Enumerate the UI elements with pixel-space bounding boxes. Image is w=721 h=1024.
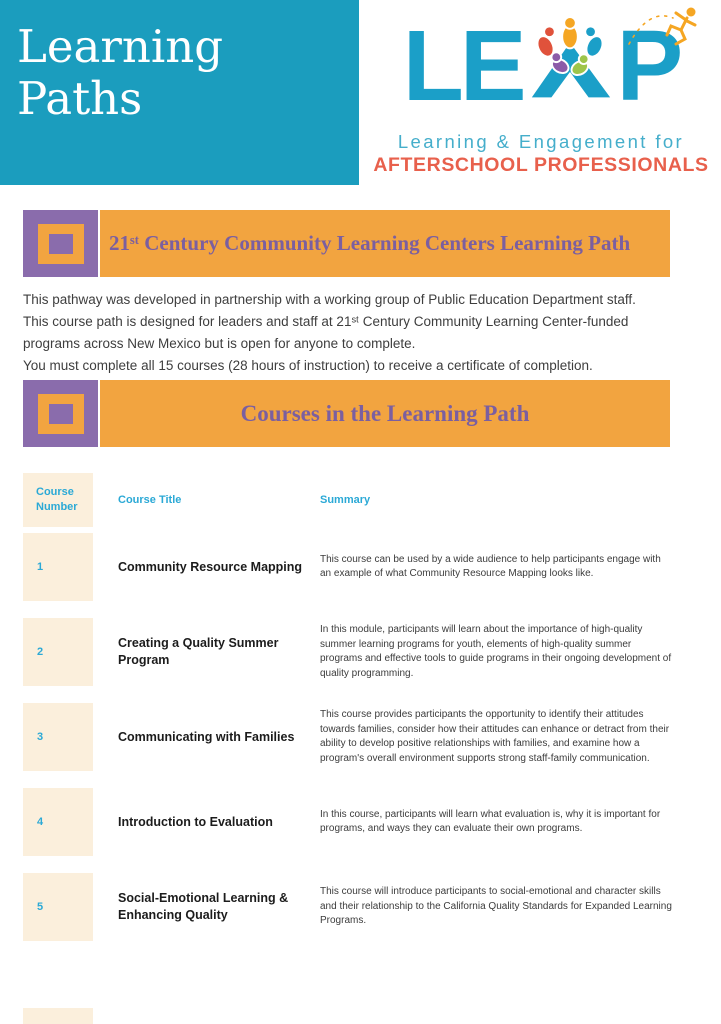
course-title: Community Resource Mapping xyxy=(118,559,303,574)
next-row-partial-cell xyxy=(23,1008,93,1024)
intro-line: You must complete all 15 courses (28 hours of instruction) to receive a certificate of completion. xyxy=(23,358,593,373)
course-table xyxy=(23,473,703,941)
leap-logo xyxy=(365,0,717,185)
col-header-summary: Summary xyxy=(320,494,371,506)
course-summary: This course can be used by a wide audience to help participants engage with an example of what Community Resource Mapping looks like. xyxy=(320,553,661,579)
logo-tagline: Learning & Engagement for xyxy=(397,131,685,152)
path-banner-title: 21ˢᵗ Century Community Learning Centers Learning Path xyxy=(109,231,631,255)
course-summary: In this course, participants will learn what evaluation is, why it is important for programs, and ways they can evaluate their own programs. xyxy=(320,808,661,834)
logo-text-p: P xyxy=(616,10,680,122)
courses-banner xyxy=(23,380,670,447)
page-title xyxy=(0,0,359,125)
course-number-cell: 2 xyxy=(23,618,93,686)
intro-line: This course path is designed for leaders and staff at 21ˢᵗ Century Community Learning Center-funded xyxy=(23,314,629,329)
table-header-row xyxy=(23,473,703,527)
table-row xyxy=(23,873,703,941)
people-cluster-a-icon xyxy=(524,16,616,116)
course-number-cell: 3 xyxy=(23,703,93,771)
nested-squares-icon xyxy=(23,380,98,447)
col-header-course-title: Course Title xyxy=(118,494,182,506)
nested-squares-inner xyxy=(49,234,73,254)
course-title: Creating a Quality Summer Program xyxy=(118,636,279,667)
course-title: Communicating with Families xyxy=(118,729,295,744)
leaping-figure-icon xyxy=(627,4,703,48)
nested-squares-middle xyxy=(38,394,84,434)
page-title-line1: Learning xyxy=(17,20,224,73)
course-number-cell: 1 xyxy=(23,533,93,601)
masthead-title-block xyxy=(0,0,359,185)
page-title-line2: Paths xyxy=(17,72,143,125)
table-row xyxy=(23,618,703,686)
col-header-course-number: Course Number xyxy=(23,473,93,527)
table-row xyxy=(23,533,703,601)
courses-banner-strip xyxy=(100,380,670,447)
logo-text-le: LE xyxy=(402,10,523,122)
course-table-body xyxy=(23,533,703,941)
intro-line: programs across New Mexico but is open for anyone to complete. xyxy=(23,336,416,351)
intro-paragraph xyxy=(23,289,715,377)
intro-line: This pathway was developed in partnership with a working group of Public Education Department staff. xyxy=(23,292,636,307)
path-banner xyxy=(23,210,670,277)
course-number-cell: 5 xyxy=(23,873,93,941)
path-banner-strip xyxy=(100,210,670,277)
nested-squares-icon xyxy=(23,210,98,277)
course-summary: This course will introduce participants to social-emotional and character skills and their relationship to the California Quality Standards for Expanded Learning Programs. xyxy=(320,886,672,927)
course-title: Social-Emotional Learning & Enhancing Quality xyxy=(118,891,289,922)
table-row xyxy=(23,788,703,856)
course-title: Introduction to Evaluation xyxy=(118,814,273,829)
logo-subtitle: AFTERSCHOOL PROFESSIONALS xyxy=(373,154,709,176)
courses-banner-title: Courses in the Learning Path xyxy=(240,400,530,426)
nested-squares-inner xyxy=(49,404,73,424)
course-summary: This course provides participants the opportunity to identify their attitudes towards families, consider how their attitudes can enhance or detract from their ability to develop positive relationships with families, and examine how a program's overall environment supports strong staff-family communication. xyxy=(320,709,670,764)
nested-squares-middle xyxy=(38,224,84,264)
course-number-cell: 4 xyxy=(23,788,93,856)
table-row xyxy=(23,703,703,771)
course-summary: In this module, participants will learn about the importance of high-quality summer learning programs for youth, elements of high-quality summer programs and effective tools to guide programs in their ongoing development of quality programming. xyxy=(320,624,672,679)
